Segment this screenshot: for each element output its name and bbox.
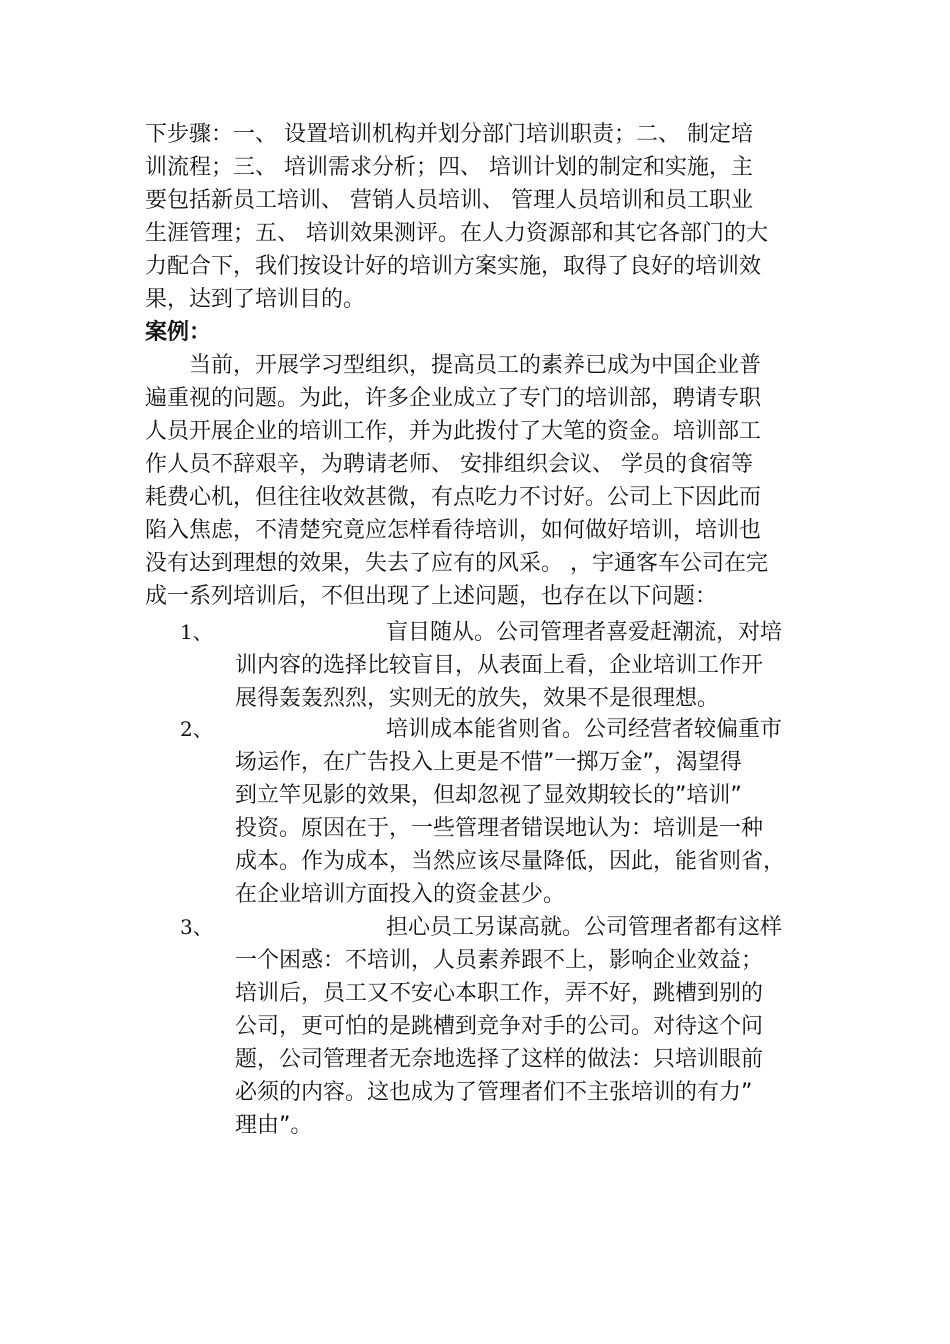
list-item-line: 培训后，员工又不安心本职工作，弄不好，跳槽到别的 xyxy=(235,981,764,1006)
case-line: 当前，开展学习型组织，提高员工的素养已成为中国企业普 xyxy=(189,353,762,378)
list-item-line: 题，公司管理者无奈地选择了这样的做法：只培训眼前 xyxy=(235,1047,764,1072)
list-item-number: 1、 xyxy=(180,620,213,644)
list-item-line: 场运作，在广告投入上更是不惜”一掷万金”，渴望得 xyxy=(235,750,742,775)
list-item-line: 一个困惑：不培训，人员素养跟不上，影响企业效益； xyxy=(235,948,764,973)
list-item-line: 培训成本能省则省。公司经营者较偏重市 xyxy=(386,717,783,742)
list-item-line: 理由”。 xyxy=(235,1113,313,1138)
intro-line: 训流程；三、 培训需求分析；四、 培训计划的制定和实施，主 xyxy=(145,155,753,180)
case-line: 耗费心机，但往往收效甚微，有点吃力不讨好。公司上下因此而 xyxy=(145,485,762,510)
intro-line: 果，达到了培训目的。 xyxy=(145,287,366,312)
list-item-line: 盲目随从。公司管理者喜爱赶潮流，对培 xyxy=(386,620,783,645)
case-line: 陷入焦虑，不清楚究竟应怎样看待培训，如何做好培训，培训也 xyxy=(145,518,762,543)
list-item-number: 3、 xyxy=(180,915,213,939)
intro-line: 下步骤：一、 设置培训机构并划分部门培训职责；二、 制定培 xyxy=(145,122,753,147)
case-line: 遍重视的问题。为此，许多企业成立了专门的培训部，聘请专职 xyxy=(145,386,762,411)
list-item-line: 投资。原因在于，一些管理者错误地认为：培训是一种 xyxy=(235,816,764,841)
intro-line: 力配合下，我们按设计好的培训方案实施，取得了良好的培训效 xyxy=(145,254,762,279)
list-item-line: 成本。作为成本，当然应该尽量降低，因此，能省则省， xyxy=(235,849,786,874)
list-item-line: 必须的内容。这也成为了管理者们不主张培训的有力” xyxy=(235,1080,753,1105)
case-line: 没有达到理想的效果，失去了应有的风采。 ，宇通客车公司在完 xyxy=(145,551,768,576)
list-item-line: 公司，更可怕的是跳槽到竞争对手的公司。对待这个问 xyxy=(235,1014,764,1039)
case-line: 作人员不辞艰辛，为聘请老师、 安排组织会议、 学员的食宿等 xyxy=(145,452,753,477)
list-item-line: 展得轰轰烈烈，实则无的放失，效果不是很理想。 xyxy=(235,686,720,711)
case-heading: 案例： xyxy=(145,320,212,345)
case-line: 成一系列培训后，不但出现了上述问题，也存在以下问题： xyxy=(145,584,718,609)
list-item-line: 到立竿见影的效果，但却忽视了显效期较长的”培训” xyxy=(235,783,742,808)
list-item-line: 在企业培训方面投入的资金甚少。 xyxy=(235,882,566,907)
list-item-line: 训内容的选择比较盲目，从表面上看，企业培训工作开 xyxy=(235,653,764,678)
intro-line: 生涯管理；五、 培训效果测评。在人力资源部和其它各部门的大 xyxy=(145,221,768,246)
list-item-number: 2、 xyxy=(180,717,213,741)
intro-line: 要包括新员工培训、 营销人员培训、 管理人员培训和员工职业 xyxy=(145,188,753,213)
list-item-line: 担心员工另谋高就。公司管理者都有这样 xyxy=(386,915,783,940)
case-line: 人员开展企业的培训工作，并为此拨付了大笔的资金。培训部工 xyxy=(145,419,762,444)
